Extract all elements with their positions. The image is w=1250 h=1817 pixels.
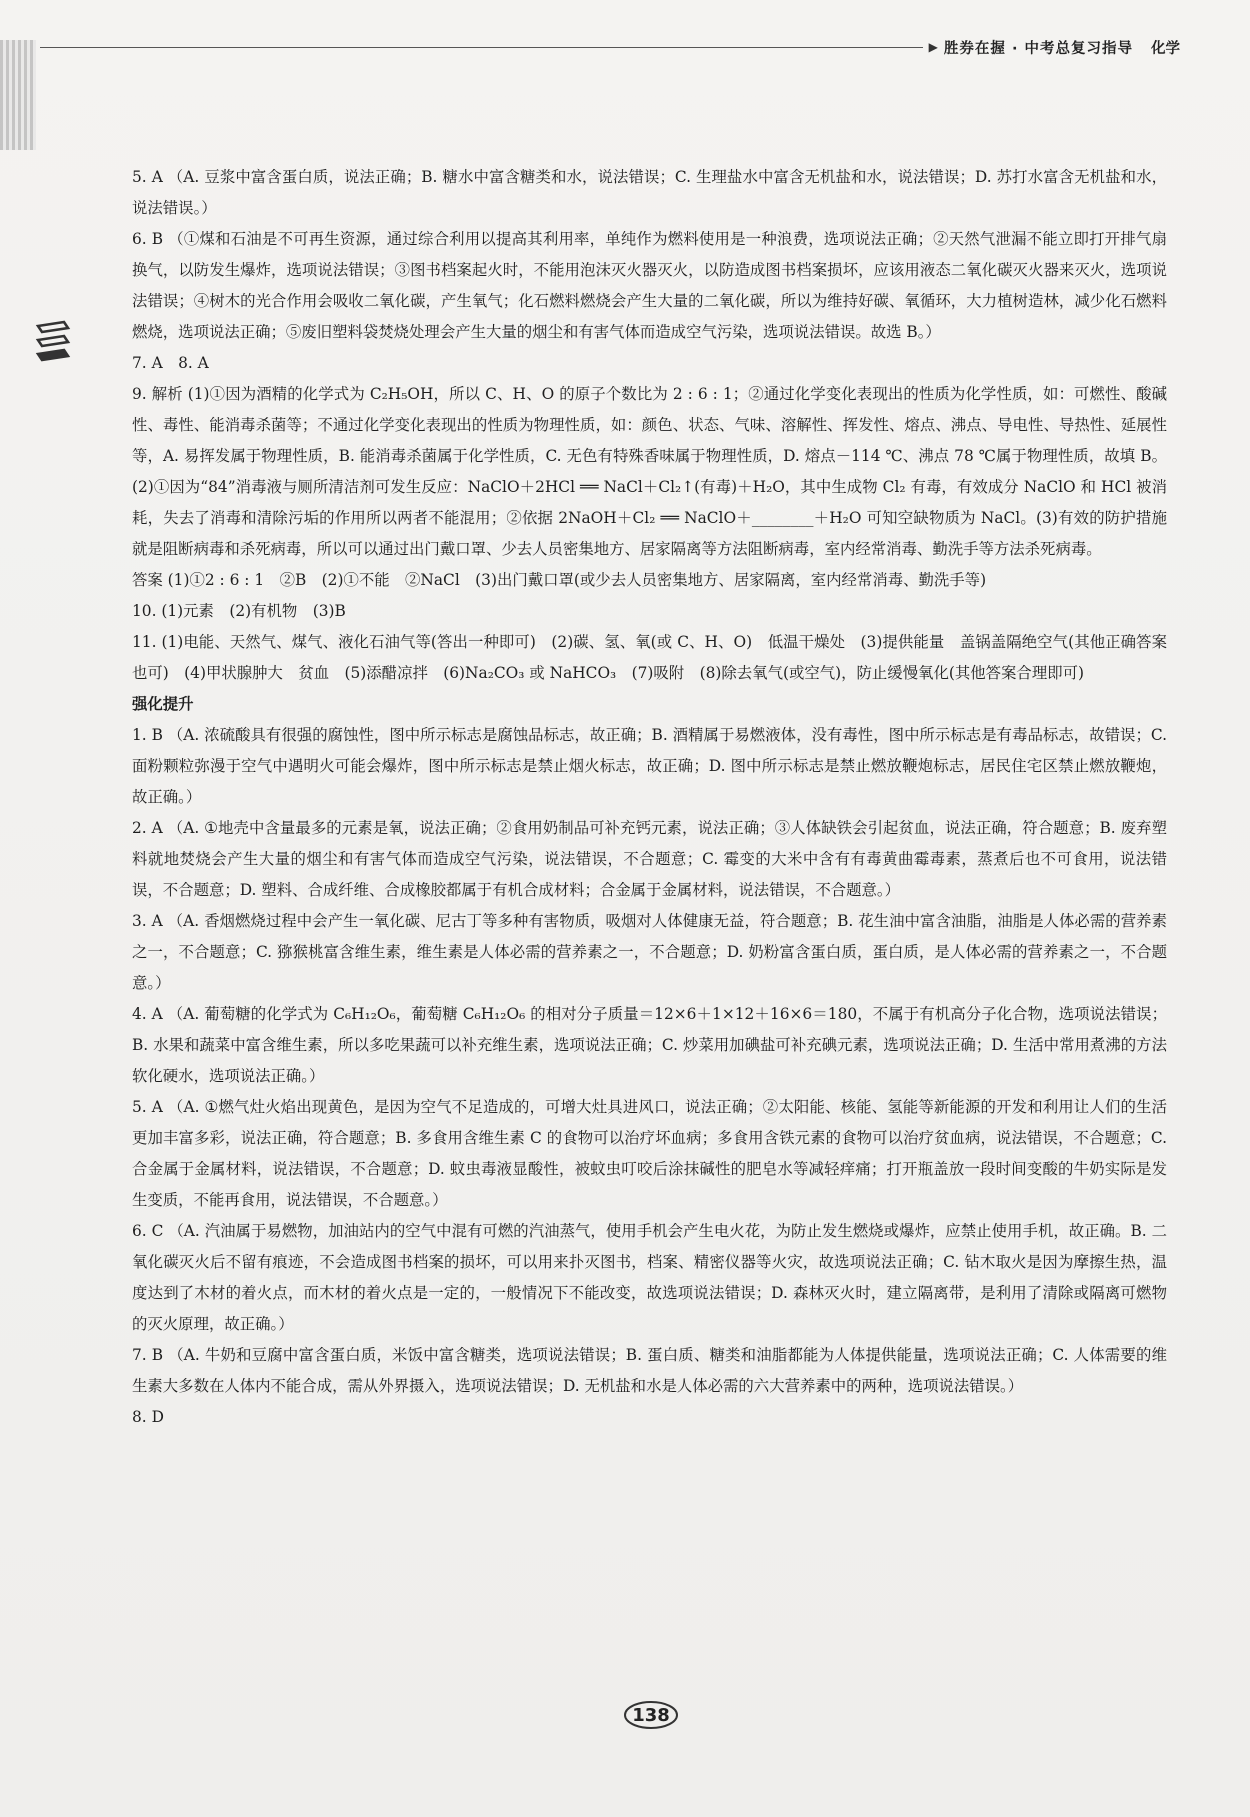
header-title: 胜券在握 · 中考总复习指导 bbox=[943, 40, 1133, 57]
answer-item: 4. A （A. 葡萄糖的化学式为 C₆H₁₂O₆，葡萄糖 C₆H₁₂O₆ 的相对分子质量＝12×6＋1×12＋16×6＝180，不属于有机高分子化合物，选项说法错误；B. 水果和蔬菜中富含维生素，所以多吃果蔬可以补充维生素，选项说法正确；C. 炒菜用加碘盐可补充碘元素，选项说法正确；D. 生活中常用煮沸的方法软化硬水，选项说法正确。） bbox=[132, 1005, 1167, 1085]
books-stack-icon bbox=[34, 318, 72, 364]
section-title: 强化提升 bbox=[132, 695, 194, 713]
answer-item: 7. A 8. A bbox=[132, 354, 209, 372]
edge-pattern bbox=[0, 40, 36, 150]
answer-item: 7. B （A. 牛奶和豆腐中富含蛋白质，米饭中富含糖类，选项说法错误；B. 蛋白质、糖类和油脂都能为人体提供能量，选项说法正确；C. 人体需要的维生素大多数在人体内不能合成，需从外界摄入，选项说法错误；D. 无机盐和水是人体必需的六大营养素中的两种，选项说法错误。） bbox=[132, 1346, 1167, 1395]
answer-item: 3. A （A. 香烟燃烧过程中会产生一氧化碳、尼古丁等多种有害物质，吸烟对人体健康无益，符合题意；B. 花生油中富含油脂，油脂是人体必需的营养素之一，不合题意；C. 猕猴桃富含维生素，维生素是人体必需的营养素之一，不合题意；D. 奶粉富含蛋白质，蛋白质，是人体必需的营养素之一，不合题意。） bbox=[132, 912, 1167, 992]
header-rule bbox=[40, 47, 923, 48]
page-number-text: 138 bbox=[632, 1704, 670, 1726]
page-number bbox=[623, 1700, 679, 1730]
answer-item: 答案 (1)①2 : 6 : 1 ②B (2)①不能 ②NaCl (3)出门戴口罩(或少去人员密集地方、居家隔离，室内经常消毒、勤洗手等) bbox=[132, 571, 987, 589]
header-subject: 化学 bbox=[1151, 40, 1180, 57]
answer-item: 8. D bbox=[132, 1408, 164, 1426]
answer-item: 5. A （A. 豆浆中富含蛋白质，说法正确；B. 糖水中富含糖类和水，说法错误；C. 生理盐水中富含无机盐和水，说法错误；D. 苏打水富含无机盐和水，说法错误。） bbox=[132, 168, 1167, 217]
answer-item: 6. C （A. 汽油属于易燃物，加油站内的空气中混有可燃的汽油蒸气，使用手机会产生电火花，为防止发生燃烧或爆炸，应禁止使用手机，故正确。B. 二氧化碳灭火后不留有痕迹，不会造成图书档案的损坏，可以用来扑灭图书，档案、精密仪器等火灾，故选项说法正确；C. 钻木取火是因为摩擦生热，温度达到了木材的着火点，而木材的着火点是一定的，一般情况下不能改变，故选项说法错误；D. 森林灭火时，建立隔离带，是利用了清除或隔离可燃物的灭火原理，故正确。） bbox=[132, 1222, 1167, 1333]
triangle-right-icon: ▶ bbox=[928, 40, 938, 54]
answer-item: 11. (1)电能、天然气、煤气、液化石油气等(答出一种即可) (2)碳、氢、氧(或 C、H、O) 低温干燥处 (3)提供能量 盖锅盖隔绝空气(其他正确答案也可) (4)甲状腺肿大 贫血 (5)添醋凉拌 (6)Na₂CO₃ 或 NaHCO₃ (7)吸附 (8)除去氧气(或空气)，防止缓慢氧化(其他答案合理即可) bbox=[132, 633, 1167, 682]
answer-item: 9. 解析 (1)①因为酒精的化学式为 C₂H₅OH，所以 C、H、O 的原子个数比为 2 : 6 : 1；②通过化学变化表现出的性质为化学性质，如：可燃性、酸碱性、毒性、能消毒杀菌等；不通过化学变化表现出的性质为物理性质，如：颜色、状态、气味、溶解性、挥发性、熔点、沸点、导电性、导热性、延展性等，A. 易挥发属于物理性质，B. 能消毒杀菌属于化学性质，C. 无色有特殊香味属于物理性质，D. 熔点－114 ℃、沸点 78 ℃属于物理性质，故填 B。(2)①因为“84”消毒液与厕所清洁剂可发生反应：NaClO＋2HCl ══ NaCl＋Cl₂↑(有毒)＋H₂O，其中生成物 Cl₂ 有毒，有效成分 NaClO 和 HCl 被消耗，失去了消毒和清除污垢的作用所以两者不能混用；②依据 2NaOH＋Cl₂ ══ NaClO＋________＋H₂O 可知空缺物质为 NaCl。(3)有效的防护措施就是阻断病毒和杀死病毒，所以可以通过出门戴口罩、少去人员密集地方、居家隔离等方法阻断病毒，室内经常消毒、勤洗手等方法杀死病毒。 bbox=[132, 385, 1167, 558]
answer-item: 2. A （A. ①地壳中含量最多的元素是氧，说法正确；②食用奶制品可补充钙元素，说法正确；③人体缺铁会引起贫血，说法正确，符合题意；B. 废弃塑料就地焚烧会产生大量的烟尘和有害气体而造成空气污染，说法错误，不合题意；C. 霉变的大米中含有有毒黄曲霉毒素，蒸煮后也不可食用，说法错误，不合题意；D. 塑料、合成纤维、合成橡胶都属于有机合成材料；合金属于金属材料，说法错误，不合题意。） bbox=[132, 819, 1167, 899]
running-header bbox=[40, 34, 1180, 60]
answer-item: 6. B （①煤和石油是不可再生资源，通过综合利用以提高其利用率，单纯作为燃料使用是一种浪费，选项说法正确；②天然气泄漏不能立即打开排气扇换气，以防发生爆炸，选项说法错误；③图书档案起火时，不能用泡沫灭火器灭火，以防造成图书档案损坏，应该用液态二氧化碳灭火器来灭火，选项说法错误；④树木的光合作用会吸收二氧化碳，产生氧气；化石燃料燃烧会产生大量的二氧化碳，所以为维持好碳、氧循环，大力植树造林，减少化石燃料燃烧，选项说法正确；⑤废旧塑料袋焚烧处理会产生大量的烟尘和有害气体而造成空气污染，选项说法错误。故选 B。） bbox=[132, 230, 1167, 341]
answer-item: 5. A （A. ①燃气灶火焰出现黄色，是因为空气不足造成的，可增大灶具进风口，说法正确；②太阳能、核能、氢能等新能源的开发和利用让人们的生活更加丰富多彩，说法正确，符合题意；B. 多食用含维生素 C 的食物可以治疗坏血病；多食用含铁元素的食物可以治疗贫血病，说法错误，不合题意；C. 合金属于金属材料，说法错误，不合题意；D. 蚊虫毒液显酸性，被蚊虫叮咬后涂抹碱性的肥皂水等减轻痒痛；打开瓶盖放一段时间变酸的牛奶实际是发生变质，不能再食用，说法错误，不合题意。） bbox=[132, 1098, 1167, 1209]
answer-item: 10. (1)元素 (2)有机物 (3)B bbox=[132, 602, 346, 620]
answer-content bbox=[132, 162, 1167, 1433]
answer-item: 1. B （A. 浓硫酸具有很强的腐蚀性，图中所示标志是腐蚀品标志，故正确；B. 酒精属于易燃液体，没有毒性，图中所示标志是有毒品标志，故错误；C. 面粉颗粒弥漫于空气中遇明火可能会爆炸，图中所示标志是禁止烟火标志，故正确；D. 图中所示标志是禁止燃放鞭炮标志，居民住宅区禁止燃放鞭炮，故正确。） bbox=[132, 726, 1167, 806]
